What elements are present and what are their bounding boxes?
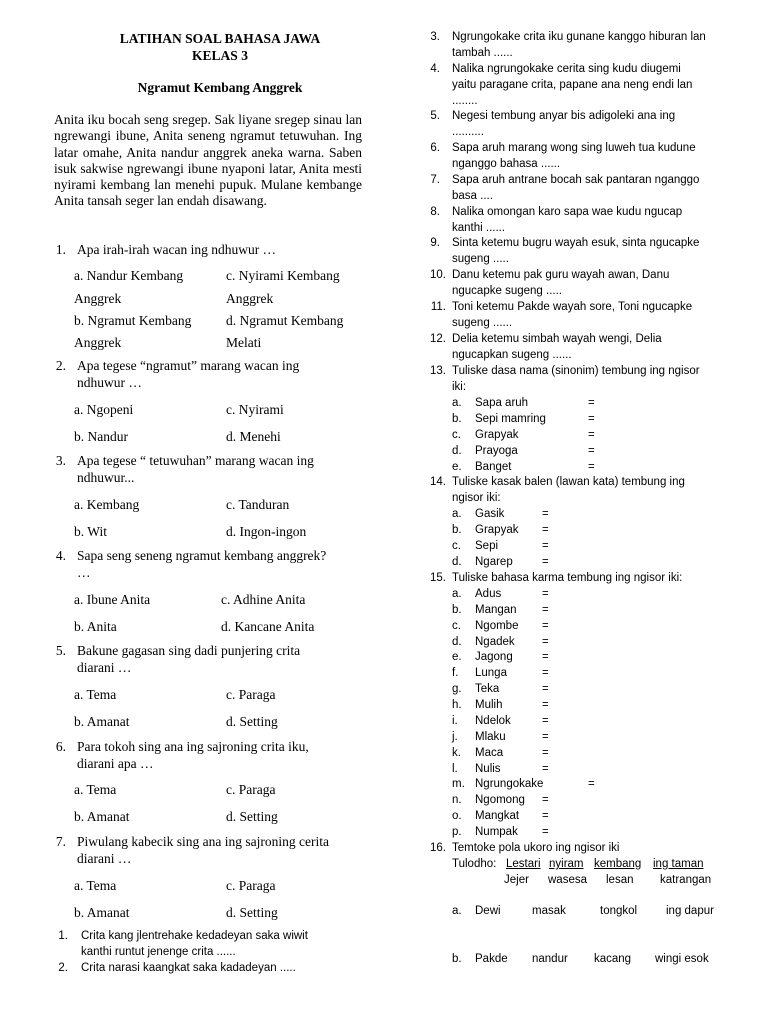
question-number: 5. bbox=[55, 643, 66, 658]
item-word: Nulis bbox=[475, 763, 501, 775]
item-word: Mangan bbox=[475, 604, 517, 616]
item-word: Mlaku bbox=[475, 731, 506, 743]
item-letter: g. bbox=[452, 683, 462, 695]
essay-text: tambah ...... bbox=[452, 47, 513, 59]
item-letter: b. bbox=[452, 953, 462, 965]
item-word: Sapa aruh bbox=[475, 397, 529, 409]
essay-text: ngucapke sugeng ..... bbox=[452, 285, 562, 297]
item-word: Jagong bbox=[475, 651, 513, 663]
sentence-word: Dewi bbox=[475, 905, 501, 917]
question-number: 7. bbox=[55, 834, 66, 849]
option-text: c. Paraga bbox=[226, 687, 276, 702]
option-text: b. Wit bbox=[74, 524, 107, 539]
option-text: d. Ngramut Kembang bbox=[226, 313, 344, 328]
answer-blank: = bbox=[542, 540, 549, 552]
option-text: b. Amanat bbox=[74, 905, 130, 920]
story-title: Ngramut Kembang Anggrek bbox=[137, 80, 303, 95]
essay-text: Nalika omongan karo sapa wae kudu ngucap bbox=[452, 206, 683, 218]
essay-number: 4. bbox=[430, 63, 440, 75]
item-letter: c. bbox=[452, 540, 461, 552]
item-word: Grapyak bbox=[475, 524, 519, 536]
option-text: Anggrek bbox=[74, 335, 122, 350]
question-number: 13. bbox=[430, 365, 446, 377]
question-text: diarani apa … bbox=[77, 756, 154, 771]
essay-text: Ngrungokake crita iku gunane kanggo hiburan lan bbox=[452, 31, 706, 43]
essay-number: 2. bbox=[58, 962, 68, 974]
question-text: Tuliske kasak balen (lawan kata) tembung ing bbox=[452, 476, 685, 488]
item-letter: k. bbox=[452, 747, 461, 759]
answer-blank: = bbox=[588, 461, 595, 473]
item-letter: d. bbox=[452, 445, 462, 457]
question-text: Apa irah-irah wacan ing ndhuwur … bbox=[77, 242, 277, 257]
essay-text: sugeng ...... bbox=[452, 317, 513, 329]
essay-number: 10. bbox=[430, 269, 446, 281]
item-word: Lunga bbox=[475, 667, 507, 679]
question-text: Tuliske bahasa karma tembung ing ngisor iki: bbox=[452, 572, 683, 584]
item-word: Banget bbox=[475, 461, 512, 473]
question-text: Sapa seng seneng ngramut kembang anggrek? bbox=[77, 548, 327, 563]
essay-number: 6. bbox=[430, 142, 440, 154]
example-word: kembang bbox=[594, 858, 642, 870]
item-letter: b. bbox=[452, 413, 462, 425]
essay-text: Crita narasi kaangkat saka kadadeyan ..... bbox=[81, 962, 296, 974]
sentence-word: kacang bbox=[594, 953, 632, 965]
essay-text: sugeng ..... bbox=[452, 253, 509, 265]
answer-blank: = bbox=[542, 699, 549, 711]
sentence-word: nandur bbox=[532, 953, 568, 965]
example-word: ing taman bbox=[653, 858, 704, 870]
option-text: c. Paraga bbox=[226, 878, 276, 893]
essay-text: nganggo bahasa ...... bbox=[452, 158, 561, 170]
option-text: a. Tema bbox=[74, 782, 117, 797]
item-letter: m. bbox=[452, 778, 465, 790]
option-text: d. Ingon-ingon bbox=[226, 524, 307, 539]
essay-text: Delia ketemu simbah wayah wengi, Delia bbox=[452, 333, 662, 345]
option-text: a. Tema bbox=[74, 687, 117, 702]
essay-text: kanthi runtut jenenge crita ...... bbox=[81, 946, 236, 958]
sentence-word: masak bbox=[532, 905, 566, 917]
question-text: Para tokoh sing ana ing sajroning crita iku, bbox=[77, 739, 309, 754]
sentence-word: ing dapur bbox=[666, 905, 714, 917]
option-text: a. Tema bbox=[74, 878, 117, 893]
question-number: 14. bbox=[430, 476, 446, 488]
item-word: Gasik bbox=[475, 508, 505, 520]
question-number: 6. bbox=[55, 739, 66, 754]
essay-text: Sapa aruh marang wong sing luweh tua kudune bbox=[452, 142, 696, 154]
essay-number: 8. bbox=[430, 206, 440, 218]
item-letter: h. bbox=[452, 699, 462, 711]
sentence-word: Pakde bbox=[475, 953, 508, 965]
option-text: d. Setting bbox=[226, 714, 278, 729]
example-word: Lestari bbox=[506, 858, 541, 870]
item-letter: e. bbox=[452, 461, 462, 473]
question-text: Apa tegese “ tetuwuhan” marang wacan ing bbox=[77, 453, 314, 468]
essay-text: Sinta ketemu bugru wayah esuk, sinta ngucapke bbox=[452, 237, 700, 249]
item-word: Teka bbox=[475, 683, 500, 695]
item-letter: n. bbox=[452, 794, 462, 806]
essay-text: yaitu paragane crita, papane ana neng endi lan bbox=[452, 79, 693, 91]
answer-blank: = bbox=[542, 715, 549, 727]
story-paragraph: Anita iku bocah seng sregep. Sak liyane sregep sinau lan ngrewangi ibune, Anita seneng ngramut tetuwuhan. Ing latar omahe, Anita nandur anggrek aneka warna. Saben isuk sakwise ngrewangi ibune nyaponi latar, Anita mesti nyirami kembang lan menehi pupuk. Mulane kembange Anita tansah seger lan endah disawang. bbox=[54, 112, 362, 209]
question-number: 16. bbox=[430, 842, 446, 854]
question-text: Bakune gagasan sing dadi punjering crita bbox=[77, 643, 301, 658]
item-word: Maca bbox=[475, 747, 504, 759]
item-letter: b. bbox=[452, 524, 462, 536]
item-letter: p. bbox=[452, 826, 462, 838]
question-number: 1. bbox=[55, 242, 66, 257]
item-letter: f. bbox=[452, 667, 459, 679]
question-number: 4. bbox=[55, 548, 66, 563]
pattern-label: katrangan bbox=[660, 874, 712, 886]
item-word: Ngomong bbox=[475, 794, 525, 806]
question-text: Temtoke pola ukoro ing ngisor iki bbox=[452, 842, 620, 854]
item-word: Sepi bbox=[475, 540, 499, 552]
essay-number: 11. bbox=[430, 301, 446, 313]
pattern-label: Jejer bbox=[504, 874, 529, 886]
essay-text: kanthi ...... bbox=[452, 222, 506, 234]
option-text: Anggrek bbox=[226, 291, 274, 306]
answer-blank: = bbox=[542, 810, 549, 822]
answer-blank: = bbox=[542, 604, 549, 616]
answer-blank: = bbox=[542, 588, 549, 600]
item-letter: a. bbox=[452, 905, 462, 917]
option-text: b. Nandur bbox=[74, 429, 128, 444]
item-word: Ndelok bbox=[475, 715, 511, 727]
answer-blank: = bbox=[542, 636, 549, 648]
pattern-label: wasesa bbox=[548, 874, 587, 886]
answer-blank: = bbox=[542, 794, 549, 806]
answer-blank: = bbox=[542, 763, 549, 775]
question-text: diarani … bbox=[77, 660, 132, 675]
item-word: Ngadek bbox=[475, 636, 515, 648]
option-text: c. Adhine Anita bbox=[221, 592, 306, 607]
answer-blank: = bbox=[588, 413, 595, 425]
question-text: ndhuwur... bbox=[77, 470, 135, 485]
answer-blank: = bbox=[588, 429, 595, 441]
item-letter: a. bbox=[452, 397, 462, 409]
example-label: Tulodho: bbox=[452, 858, 497, 870]
answer-blank: = bbox=[542, 667, 549, 679]
item-word: Mangkat bbox=[475, 810, 520, 822]
answer-blank: = bbox=[542, 651, 549, 663]
item-letter: d. bbox=[452, 556, 462, 568]
answer-blank: = bbox=[542, 556, 549, 568]
option-text: b. Amanat bbox=[74, 714, 130, 729]
question-number: 3. bbox=[55, 453, 66, 468]
sentence-word: wingi esok bbox=[655, 953, 709, 965]
worksheet-class: KELAS 3 bbox=[192, 48, 248, 63]
answer-blank: = bbox=[542, 508, 549, 520]
question-text: ndhuwur … bbox=[77, 375, 142, 390]
item-letter: c. bbox=[452, 429, 461, 441]
item-word: Sepi mamring bbox=[475, 413, 546, 425]
answer-blank: = bbox=[542, 683, 549, 695]
question-text: … bbox=[77, 565, 91, 580]
answer-blank: = bbox=[542, 747, 549, 759]
essay-text: ........ bbox=[452, 95, 478, 107]
essay-text: Danu ketemu pak guru wayah awan, Danu bbox=[452, 269, 670, 281]
option-text: d. Setting bbox=[226, 905, 278, 920]
option-text: b. Amanat bbox=[74, 809, 130, 824]
item-word: Numpak bbox=[475, 826, 518, 838]
essay-text: ngucapkan sugeng ...... bbox=[452, 349, 572, 361]
sentence-word: tongkol bbox=[600, 905, 638, 917]
answer-blank: = bbox=[542, 620, 549, 632]
option-text: c. Nyirami Kembang bbox=[226, 268, 340, 283]
item-word: Mulih bbox=[475, 699, 503, 711]
answer-blank: = bbox=[542, 731, 549, 743]
essay-number: 7. bbox=[430, 174, 440, 186]
essay-number: 12. bbox=[430, 333, 446, 345]
answer-blank: = bbox=[588, 445, 595, 457]
item-letter: b. bbox=[452, 604, 462, 616]
item-word: Prayoga bbox=[475, 445, 518, 457]
essay-text: .......... bbox=[452, 126, 484, 138]
question-text: iki: bbox=[452, 381, 467, 393]
option-text: a. Nandur Kembang bbox=[74, 268, 184, 283]
item-letter: a. bbox=[452, 508, 462, 520]
essay-number: 5. bbox=[430, 110, 440, 122]
item-letter: e. bbox=[452, 651, 462, 663]
question-number: 15. bbox=[430, 572, 446, 584]
essay-number: 9. bbox=[430, 237, 440, 249]
essay-number: 1. bbox=[58, 930, 68, 942]
option-text: Melati bbox=[226, 335, 262, 350]
item-letter: j. bbox=[452, 731, 458, 743]
essay-text: Toni ketemu Pakde wayah sore, Toni ngucapke bbox=[452, 301, 693, 313]
question-text: Apa tegese “ngramut” marang wacan ing bbox=[77, 358, 300, 373]
option-text: Anggrek bbox=[74, 291, 122, 306]
answer-blank: = bbox=[588, 397, 595, 409]
question-text: ngisor iki: bbox=[452, 492, 501, 504]
essay-text: Crita kang jlentrehake kedadeyan saka wiwit bbox=[81, 930, 308, 942]
essay-text: basa .... bbox=[452, 190, 493, 202]
item-letter: c. bbox=[452, 620, 461, 632]
answer-blank: = bbox=[588, 778, 595, 790]
answer-blank: = bbox=[542, 524, 549, 536]
item-word: Adus bbox=[475, 588, 502, 600]
option-text: b. Ngramut Kembang bbox=[74, 313, 192, 328]
essay-text: Negesi tembung anyar bis adigoleki ana ing bbox=[452, 110, 676, 122]
option-text: a. Ngopeni bbox=[74, 402, 134, 417]
option-text: c. Paraga bbox=[226, 782, 276, 797]
question-text: Tuliske dasa nama (sinonim) tembung ing ngisor bbox=[452, 365, 700, 377]
item-letter: i. bbox=[452, 715, 458, 727]
question-text: Piwulang kabecik sing ana ing sajroning cerita bbox=[77, 834, 329, 849]
question-text: diarani … bbox=[77, 851, 132, 866]
item-word: Ngarep bbox=[475, 556, 513, 568]
example-word: nyiram bbox=[549, 858, 584, 870]
option-text: d. Kancane Anita bbox=[221, 619, 315, 634]
option-text: d. Menehi bbox=[226, 429, 281, 444]
item-word: Ngrungokake bbox=[475, 778, 544, 790]
answer-blank: = bbox=[542, 826, 549, 838]
item-letter: o. bbox=[452, 810, 462, 822]
item-word: Ngombe bbox=[475, 620, 519, 632]
option-text: d. Setting bbox=[226, 809, 278, 824]
item-letter: a. bbox=[452, 588, 462, 600]
item-word: Grapyak bbox=[475, 429, 519, 441]
pattern-label: lesan bbox=[606, 874, 634, 886]
option-text: c. Tanduran bbox=[226, 497, 290, 512]
essay-text: Nalika ngrungokake cerita sing kudu diugemi bbox=[452, 63, 681, 75]
item-letter: d. bbox=[452, 636, 462, 648]
question-number: 2. bbox=[55, 358, 66, 373]
worksheet-title: LATIHAN SOAL BAHASA JAWA bbox=[119, 31, 321, 46]
option-text: b. Anita bbox=[74, 619, 117, 634]
option-text: c. Nyirami bbox=[226, 402, 284, 417]
item-letter: l. bbox=[452, 763, 458, 775]
essay-number: 3. bbox=[430, 31, 440, 43]
option-text: a. Ibune Anita bbox=[74, 592, 151, 607]
essay-text: Sapa aruh antrane bocah sak pantaran nganggo bbox=[452, 174, 700, 186]
option-text: a. Kembang bbox=[74, 497, 140, 512]
